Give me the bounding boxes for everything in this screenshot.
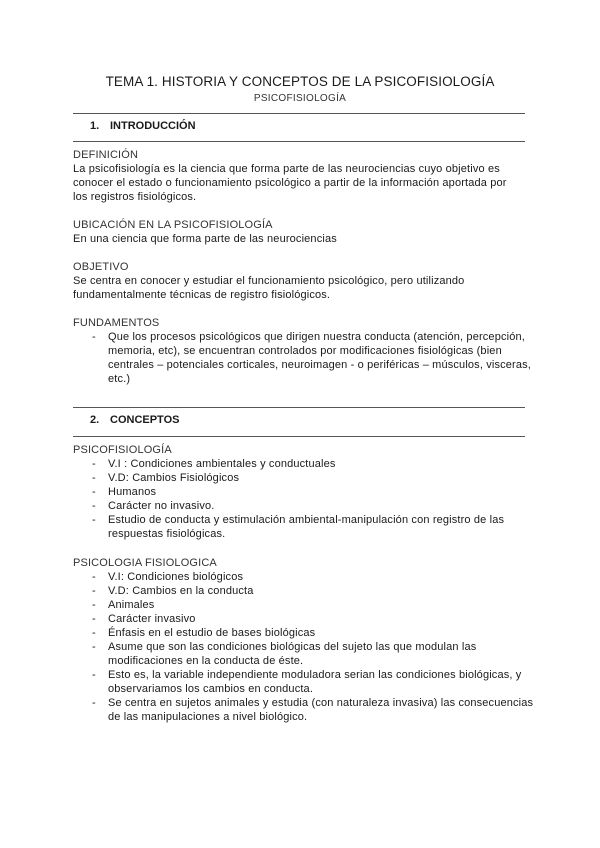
dash-bullet-icon: - (92, 669, 96, 681)
list-item (73, 668, 543, 696)
list-item (73, 457, 543, 471)
list-item (73, 471, 543, 485)
block-psicofisiologia (73, 443, 543, 541)
list-item (73, 330, 543, 386)
section-divider (73, 436, 525, 437)
dash-bullet-icon: - (92, 585, 96, 597)
item-line: V.I : Condiciones ambientales y conductuales (108, 458, 336, 470)
dash-bullet-icon: - (92, 500, 96, 512)
paragraph-line: Se centra en conocer y estudiar el funcionamiento psicológico, pero utilizando (73, 275, 465, 287)
block-label: DEFINICIÓN (73, 149, 139, 161)
section-title: CONCEPTOS (110, 414, 180, 426)
bullet-list (73, 570, 543, 724)
item-line: V.D: Cambios Fisiológicos (108, 472, 240, 484)
dash-bullet-icon: - (92, 514, 96, 526)
item-line: Énfasis en el estudio de bases biológicas (108, 627, 316, 639)
list-item (73, 612, 543, 626)
section-divider (73, 407, 525, 408)
document-title: TEMA 1. HISTORIA Y CONCEPTOS DE LA PSICOFISIOLOGÍA (105, 74, 495, 89)
block-label: PSICOLOGIA FISIOLOGICA (73, 557, 217, 569)
item-line: Asume que son las condiciones biológicas del sujeto las que modulan las (108, 641, 477, 653)
dash-bullet-icon: - (92, 613, 96, 625)
item-line: V.D: Cambios en la conducta (108, 585, 254, 597)
item-line: centrales – potenciales corticales, neuroimagen - o periféricas – músculos, visceras, (108, 359, 531, 371)
section-divider (73, 141, 525, 142)
item-line: respuestas fisiológicas. (108, 528, 226, 540)
list-item (73, 584, 543, 598)
list-item (73, 626, 543, 640)
list-item (73, 640, 543, 668)
paragraph-line: En una ciencia que forma parte de las neurociencias (73, 233, 337, 245)
item-line: de las manipulaciones a nivel biológico. (108, 711, 308, 723)
list-item (73, 598, 543, 612)
section-divider (73, 113, 525, 114)
list-item (73, 696, 543, 724)
dash-bullet-icon: - (92, 599, 96, 611)
dash-bullet-icon: - (92, 458, 96, 470)
item-line: Que los procesos psicológicos que dirigen nuestra conducta (atención, percepción, (108, 331, 525, 343)
item-line: Esto es, la variable independiente moduladora serian las condiciones biológicas, y (108, 669, 522, 681)
section-heading-introduccion (90, 120, 196, 132)
list-item (73, 485, 543, 499)
bullet-list (73, 457, 543, 541)
list-item (73, 570, 543, 584)
item-line: V.I: Condiciones biológicos (108, 571, 244, 583)
item-line: Animales (108, 599, 155, 611)
item-line: Se centra en sujetos animales y estudia (con naturaleza invasiva) las consecuencias (108, 697, 534, 709)
dash-bullet-icon: - (92, 627, 96, 639)
paragraph-line: La psicofisiología es la ciencia que forma parte de las neurociencias cuyo objetivo es (73, 163, 500, 175)
item-line: Carácter invasivo (108, 613, 196, 625)
item-line: Estudio de conducta y estimulación ambiental-manipulación con registro de las (108, 514, 505, 526)
section-number: 2. (90, 414, 100, 426)
block-label: OBJETIVO (73, 261, 129, 273)
list-item (73, 513, 543, 541)
block-ubicacion (73, 218, 543, 246)
bullet-list (73, 330, 543, 386)
item-line: Humanos (108, 486, 157, 498)
item-line: memoria, etc), se encuentran controlados por modificaciones fisiológicas (bien (108, 345, 502, 357)
item-line: etc.) (108, 373, 131, 385)
dash-bullet-icon: - (92, 472, 96, 484)
block-label: PSICOFISIOLOGÍA (73, 444, 172, 456)
block-label: FUNDAMENTOS (73, 317, 160, 329)
paragraph-line: conocer el estado o funcionamiento psicológico a partir de la información aportada por (73, 177, 507, 189)
dash-bullet-icon: - (92, 571, 96, 583)
block-label: UBICACIÓN EN LA PSICOFISIOLOGÍA (73, 219, 273, 231)
section-number: 1. (90, 120, 100, 132)
dash-bullet-icon: - (92, 641, 96, 653)
item-line: observariamos los cambios en conducta. (108, 683, 314, 695)
paragraph-line: fundamentalmente técnicas de registro fisiológicos. (73, 289, 331, 301)
item-line: Carácter no invasivo. (108, 500, 215, 512)
block-fundamentos (73, 316, 543, 386)
dash-bullet-icon: - (92, 697, 96, 709)
document-subtitle: PSICOFISIOLOGÍA (253, 93, 347, 104)
block-psicologia-fisiologica (73, 556, 543, 724)
section-title: INTRODUCCIÓN (110, 120, 196, 132)
block-objetivo (73, 260, 543, 302)
paragraph-line: los registros fisiológicos. (73, 191, 197, 203)
section-heading-conceptos (90, 414, 179, 426)
item-line: modificaciones en la conducta de éste. (108, 655, 304, 667)
block-definicion (73, 148, 543, 204)
dash-bullet-icon: - (92, 331, 96, 343)
list-item (73, 499, 543, 513)
dash-bullet-icon: - (92, 486, 96, 498)
